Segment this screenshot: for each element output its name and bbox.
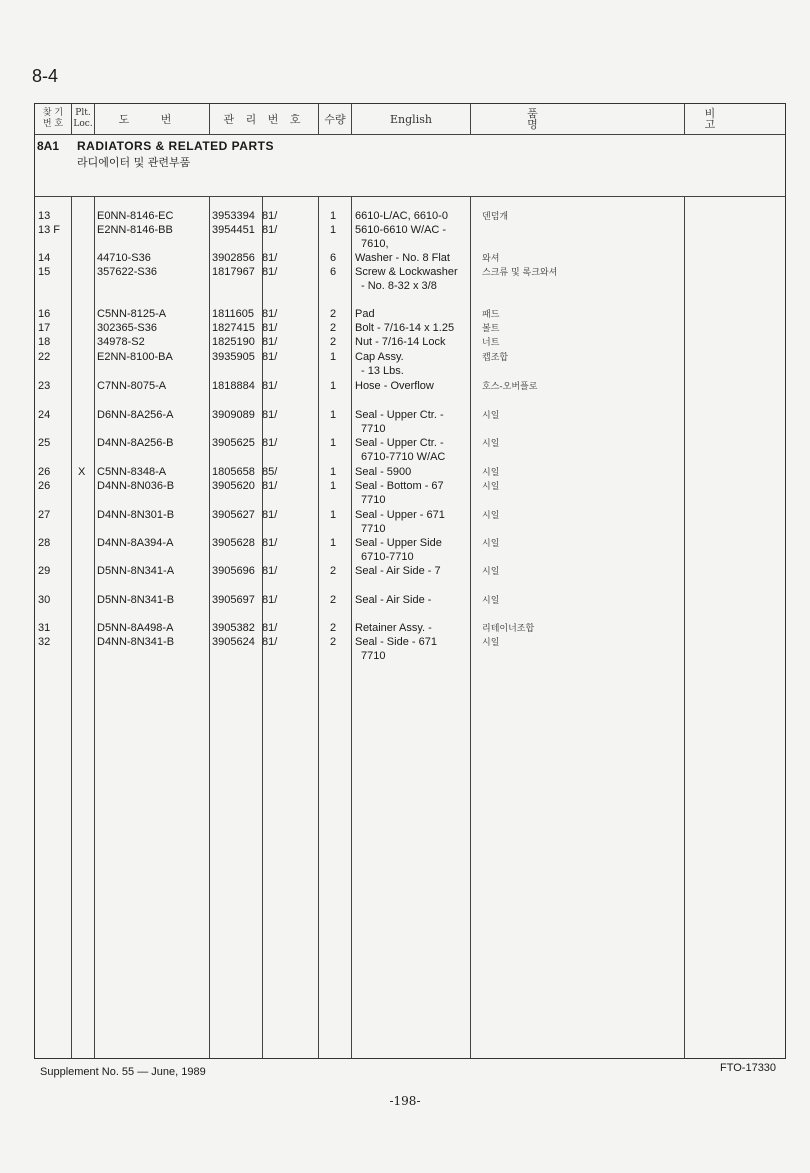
english-description: Bolt - 7/16-14 x 1.25 <box>355 322 455 334</box>
column-divider <box>470 197 471 1058</box>
control-code: 85/ <box>262 466 278 478</box>
find-number: 26 <box>38 480 51 492</box>
control-code: 81/ <box>262 380 278 392</box>
korean-name: 시일 <box>482 411 500 421</box>
quantity: 1 <box>330 409 337 421</box>
english-description: 6710-7710 <box>361 551 414 563</box>
english-description: Seal - Upper Ctr. - <box>355 437 444 449</box>
header-english: English <box>390 112 432 126</box>
control-number: 3953394 <box>212 210 255 222</box>
find-number: 26 <box>38 466 51 478</box>
drawing-number: D4NN-8N301-B <box>97 509 175 521</box>
english-description: 7610, <box>361 238 389 250</box>
find-number: 22 <box>38 351 51 363</box>
english-description: Nut - 7/16-14 Lock <box>355 336 446 348</box>
english-description: Washer - No. 8 Flat <box>355 252 450 264</box>
quantity: 1 <box>330 210 337 222</box>
english-description: Retainer Assy. - <box>355 622 432 634</box>
find-number: 14 <box>38 252 51 264</box>
column-divider <box>71 197 72 1058</box>
column-divider <box>470 104 471 134</box>
control-code: 81/ <box>262 480 278 492</box>
section-title-korean: 라디에이터 및 관련부품 <box>77 156 191 169</box>
find-number: 23 <box>38 380 51 392</box>
page-number: -198- <box>389 1094 421 1108</box>
english-description: Seal - Air Side - 7 <box>355 565 441 577</box>
column-divider <box>684 197 685 1058</box>
english-description: Hose - Overflow <box>355 380 434 392</box>
drawing-number: 44710-S36 <box>97 252 151 264</box>
quantity: 2 <box>330 594 337 606</box>
control-code: 81/ <box>262 409 278 421</box>
control-number: 1811605 <box>212 308 255 320</box>
korean-name: 리테이너조합 <box>482 624 535 634</box>
drawing-number: D4NN-8N341-B <box>97 636 175 648</box>
control-number: 1805658 <box>212 466 255 478</box>
plant-location: X <box>78 466 86 478</box>
control-code: 81/ <box>262 537 278 549</box>
column-divider <box>318 197 319 1058</box>
english-description: Screw & Lockwasher <box>355 266 458 278</box>
column-divider <box>209 197 210 1058</box>
control-number: 3905382 <box>212 622 255 634</box>
english-description: Seal - Bottom - 67 <box>355 480 444 492</box>
column-divider <box>71 104 72 134</box>
control-number: 3954451 <box>212 224 255 236</box>
korean-name: 시일 <box>482 511 500 521</box>
column-divider <box>351 104 352 134</box>
drawing-number: C7NN-8075-A <box>97 380 167 392</box>
quantity: 1 <box>330 480 337 492</box>
control-code: 81/ <box>262 351 278 363</box>
row-divider <box>35 196 785 197</box>
header-plt-loc: Plt. Loc. <box>73 108 93 129</box>
drawing-number: D5NN-8A498-A <box>97 622 174 634</box>
section-code: 8A1 <box>37 139 60 153</box>
korean-name: 시일 <box>482 638 500 648</box>
find-number: 28 <box>38 537 51 549</box>
control-code: 81/ <box>262 636 278 648</box>
parts-table <box>34 103 786 1059</box>
quantity: 2 <box>330 565 337 577</box>
korean-name: 와셔 <box>482 254 500 264</box>
supplement-note: Supplement No. 55 — June, 1989 <box>40 1066 206 1078</box>
drawing-number: C5NN-8348-A <box>97 466 167 478</box>
drawing-number: E2NN-8100-BA <box>97 351 173 363</box>
english-description: Seal - Upper Ctr. - <box>355 409 444 421</box>
korean-name: 패드 <box>482 310 500 320</box>
quantity: 2 <box>330 622 337 634</box>
english-description: 7710 <box>361 523 386 535</box>
control-number: 3905628 <box>212 537 255 549</box>
english-description: Seal - Side - 671 <box>355 636 437 648</box>
find-number: 32 <box>38 636 51 648</box>
find-number: 24 <box>38 409 51 421</box>
control-number: 3902856 <box>212 252 255 264</box>
english-description: Pad <box>355 308 375 320</box>
find-number: 31 <box>38 622 51 634</box>
drawing-number: 34978-S2 <box>97 336 145 348</box>
control-code: 81/ <box>262 565 278 577</box>
control-code: 81/ <box>262 437 278 449</box>
korean-name: 너트 <box>482 338 500 348</box>
drawing-number: C5NN-8125-A <box>97 308 167 320</box>
korean-name: 스크류 및 록크와셔 <box>482 268 558 278</box>
english-description: Seal - 5900 <box>355 466 412 478</box>
quantity: 2 <box>330 322 337 334</box>
quantity: 1 <box>330 380 337 392</box>
drawing-number: D4NN-8N036-B <box>97 480 175 492</box>
english-description: Cap Assy. <box>355 351 404 363</box>
header-remarks: 비 고 <box>704 107 766 131</box>
korean-name: 시일 <box>482 482 500 492</box>
korean-name: 시일 <box>482 468 500 478</box>
english-description: 6710-7710 W/AC <box>361 451 446 463</box>
drawing-number: 302365-S36 <box>97 322 157 334</box>
english-description: 7710 <box>361 494 386 506</box>
english-description: 6610-L/AC, 6610-0 <box>355 210 448 222</box>
control-number: 3905624 <box>212 636 255 648</box>
find-number: 17 <box>38 322 51 334</box>
english-description: Seal - Air Side - <box>355 594 432 606</box>
drawing-number: D6NN-8A256-A <box>97 409 174 421</box>
english-description: 7710 <box>361 423 386 435</box>
control-number: 3905620 <box>212 480 255 492</box>
quantity: 6 <box>330 252 337 264</box>
quantity: 2 <box>330 308 337 320</box>
find-number: 29 <box>38 565 51 577</box>
find-number: 16 <box>38 308 51 320</box>
drawing-number: D5NN-8N341-B <box>97 594 175 606</box>
quantity: 2 <box>330 336 337 348</box>
english-description: Seal - Upper - 671 <box>355 509 445 521</box>
find-number: 13 F <box>38 224 61 236</box>
control-code: 81/ <box>262 509 278 521</box>
find-number: 18 <box>38 336 51 348</box>
drawing-number: D4NN-8A394-A <box>97 537 174 549</box>
column-divider <box>94 197 95 1058</box>
korean-name: 볼트 <box>482 324 500 334</box>
control-number: 1817967 <box>212 266 255 278</box>
drawing-number: E0NN-8146-EC <box>97 210 174 222</box>
korean-name: 시일 <box>482 567 500 577</box>
korean-name: 시일 <box>482 539 500 549</box>
find-number: 25 <box>38 437 51 449</box>
drawing-number: 357622-S36 <box>97 266 157 278</box>
page-label: 8-4 <box>32 66 59 86</box>
control-code: 81/ <box>262 594 278 606</box>
quantity: 1 <box>330 437 337 449</box>
control-code: 81/ <box>262 210 278 222</box>
header-control-no: 관 리 번 호 <box>223 112 305 126</box>
column-divider <box>351 197 352 1058</box>
english-description: - 13 Lbs. <box>361 365 404 377</box>
quantity: 1 <box>330 466 337 478</box>
form-number: FTO-17330 <box>720 1062 777 1074</box>
control-number: 3935905 <box>212 351 255 363</box>
quantity: 1 <box>330 224 337 236</box>
control-number: 3905627 <box>212 509 255 521</box>
section-title: RADIATORS & RELATED PARTS <box>77 139 274 153</box>
control-code: 81/ <box>262 336 278 348</box>
find-number: 13 <box>38 210 51 222</box>
control-number: 3905697 <box>212 594 255 606</box>
header-find-no: 찾 기 번 호 <box>42 108 64 129</box>
english-description: 7710 <box>361 650 386 662</box>
control-number: 1818884 <box>212 380 255 392</box>
column-divider <box>318 104 319 134</box>
korean-name: 시일 <box>482 439 500 449</box>
quantity: 1 <box>330 509 337 521</box>
header-qty: 수량 <box>324 112 346 126</box>
quantity: 1 <box>330 351 337 363</box>
english-description: - No. 8-32 x 3/8 <box>361 280 437 292</box>
find-number: 30 <box>38 594 51 606</box>
find-number: 27 <box>38 509 51 521</box>
control-number: 1827415 <box>212 322 255 334</box>
row-divider <box>35 134 785 135</box>
drawing-number: D5NN-8N341-A <box>97 565 175 577</box>
english-description: Seal - Upper Side <box>355 537 442 549</box>
control-number: 1825190 <box>212 336 255 348</box>
english-description: 5610-6610 W/AC - <box>355 224 447 236</box>
korean-name: 캡조합 <box>482 353 509 363</box>
control-code: 81/ <box>262 252 278 264</box>
quantity: 1 <box>330 537 337 549</box>
control-number: 3905625 <box>212 437 255 449</box>
find-number: 15 <box>38 266 51 278</box>
control-code: 81/ <box>262 308 278 320</box>
korean-name: 시일 <box>482 596 500 606</box>
control-number: 3905696 <box>212 565 255 577</box>
drawing-number: E2NN-8146-BB <box>97 224 173 236</box>
column-divider <box>94 104 95 134</box>
control-code: 81/ <box>262 224 278 236</box>
control-code: 81/ <box>262 622 278 634</box>
header-drawing-no: 도 번 <box>118 112 186 126</box>
control-code: 81/ <box>262 266 278 278</box>
header-korean-name: 품 명 <box>527 107 628 131</box>
drawing-number: D4NN-8A256-B <box>97 437 174 449</box>
control-number: 3909089 <box>212 409 255 421</box>
column-divider <box>209 104 210 134</box>
control-code: 81/ <box>262 322 278 334</box>
quantity: 2 <box>330 636 337 648</box>
quantity: 6 <box>330 266 337 278</box>
korean-name: 덴덤개 <box>482 212 509 222</box>
korean-name: 호스-오버플로 <box>482 382 538 392</box>
column-divider <box>684 104 685 134</box>
